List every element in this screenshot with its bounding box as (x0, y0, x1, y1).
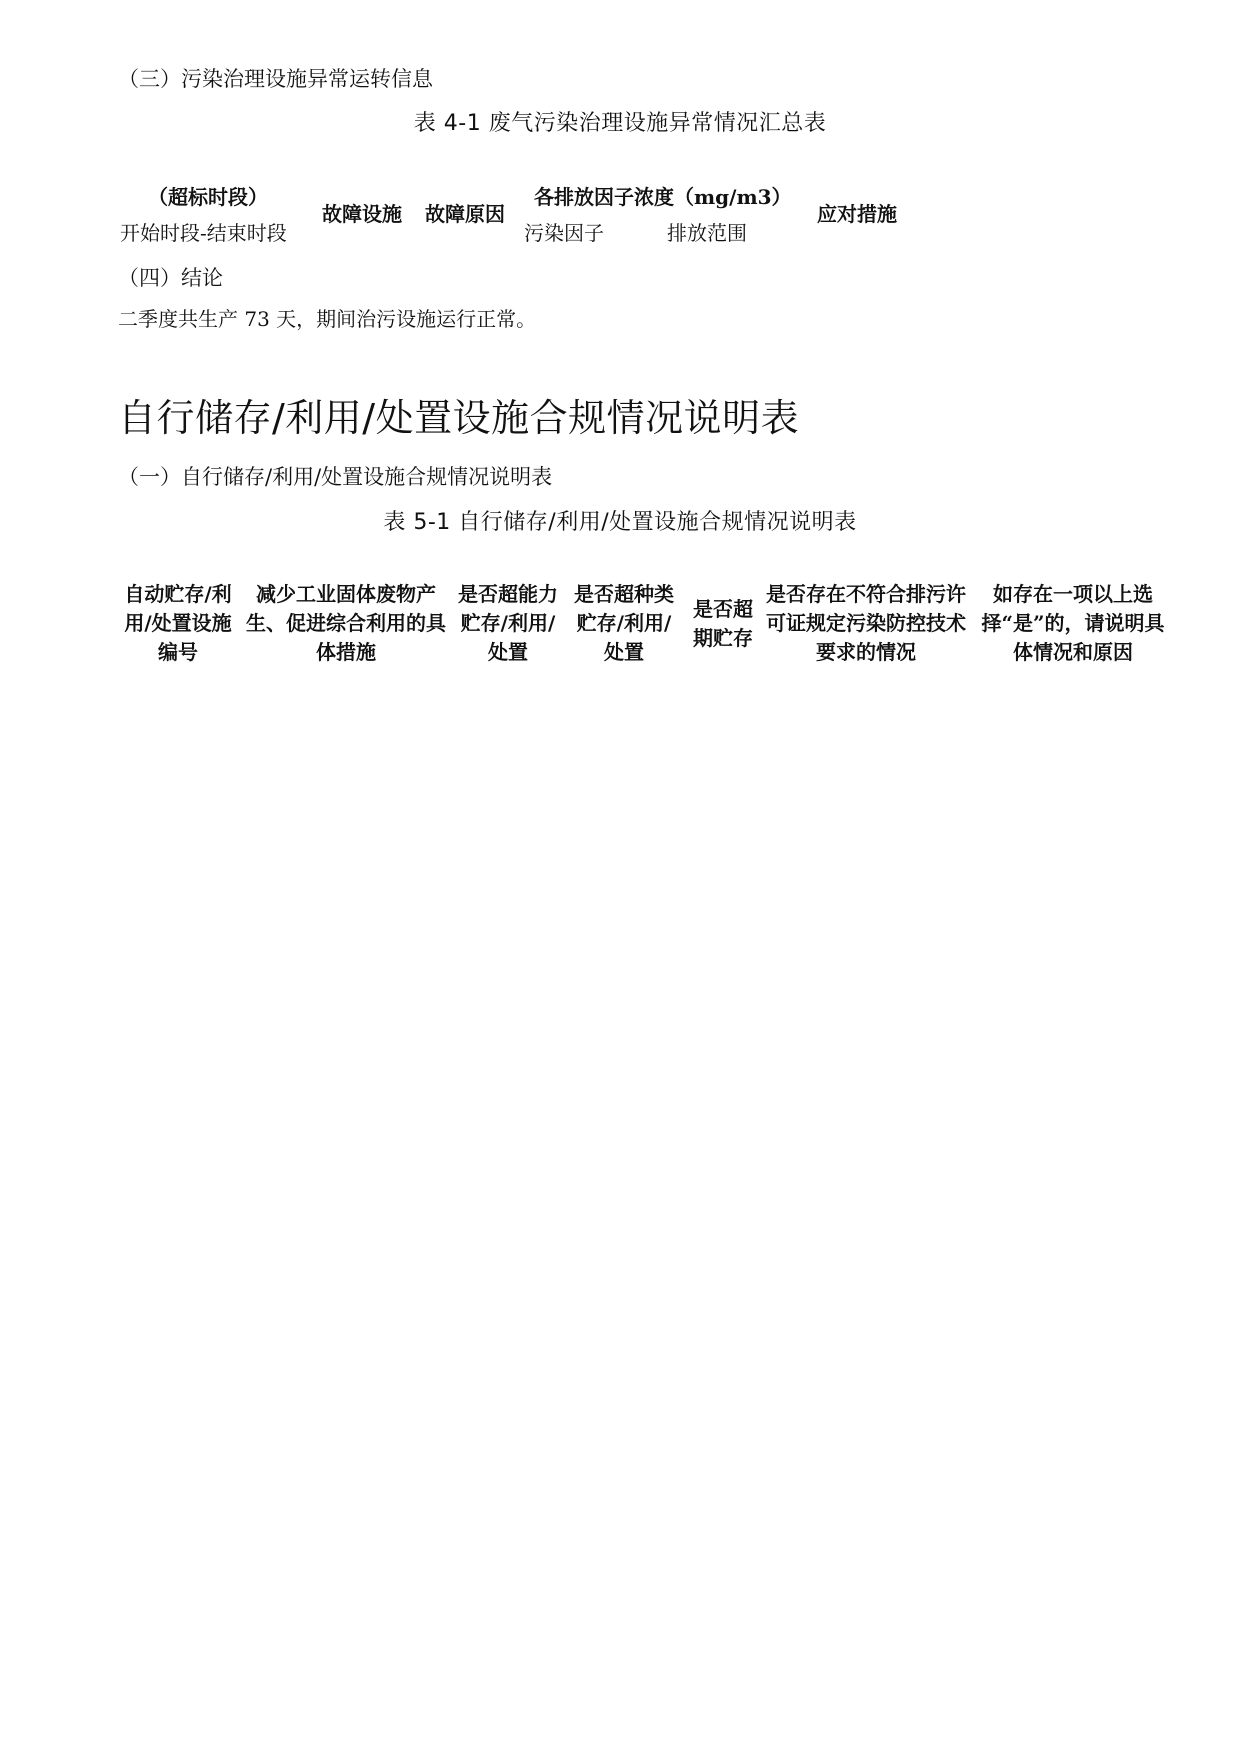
th-reduction-measures: 减少工业固体废物产生、促进综合利用的具体措施 (246, 582, 446, 664)
th-period: （超标时段） (148, 185, 268, 209)
th-explanation: 如存在一项以上选择“是”的，请说明具体情况和原因 (981, 582, 1165, 664)
th-fault-facility: 故障设施 (322, 202, 402, 226)
table-5-1-caption: 表 5-1 自行储存/利用/处置设施合规情况说明表 (383, 510, 857, 535)
th-facility-id: 自动贮存/利用/处置设施编号 (124, 582, 232, 664)
th-period-sub: 开始时段-结束时段 (120, 221, 287, 245)
table-4-1-caption: 表 4-1 废气污染治理设施异常情况汇总表 (413, 111, 827, 136)
th-concentration: 各排放因子浓度（mg/m3） (534, 185, 792, 209)
th-fault-reason: 故障原因 (425, 202, 505, 226)
section-heading-facility-compliance: （一）自行储存/利用/处置设施合规情况说明表 (118, 465, 553, 489)
th-measures: 应对措施 (817, 202, 897, 226)
th-noncompliance: 是否存在不符合排污许可证规定污染防控技术要求的情况 (766, 582, 966, 664)
th-over-type: 是否超种类贮存/利用/处置 (574, 582, 674, 664)
th-pollutant: 污染因子 (524, 221, 604, 245)
chapter-title: 自行储存/利用/处置设施合规情况说明表 (118, 396, 800, 440)
conclusion-text: 二季度共生产 73 天，期间治污设施运行正常。 (118, 307, 537, 331)
section-heading-conclusion: （四）结论 (118, 266, 223, 290)
th-over-period: 是否超期贮存 (693, 597, 753, 650)
section-heading-abnormal-operation: （三）污染治理设施异常运转信息 (118, 67, 433, 91)
th-over-capacity: 是否超能力贮存/利用/处置 (458, 582, 558, 664)
th-emission-range: 排放范围 (667, 221, 747, 245)
